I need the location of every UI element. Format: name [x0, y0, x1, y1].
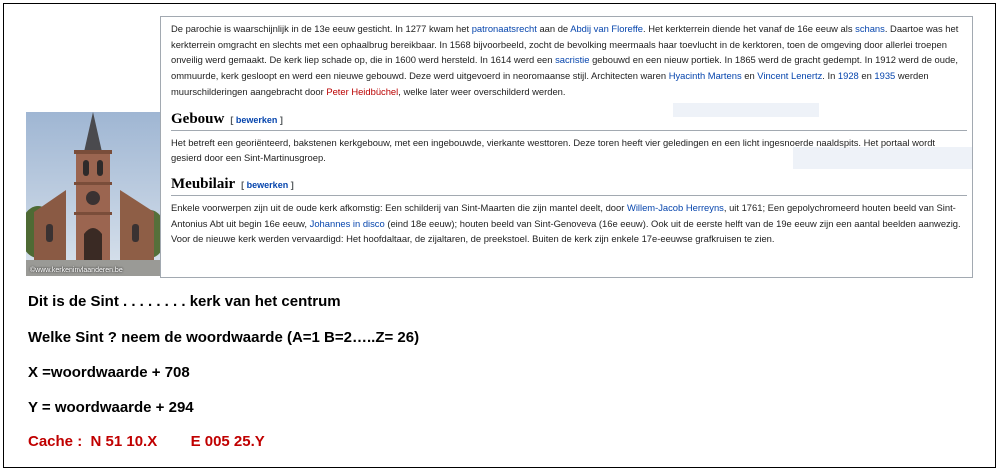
text-run: . Daartoe was het kerkterrein omgracht en slechts met een ophaalbrug bereikbaar. In 1568 bijvoorbeeld, zocht de bevolking meermaals haar toevlucht in de kerktoren, toen de omgeving door allerlei troepen onveilig werd gemaakt. De kerk liep schade op, die in 1600 werd hersteld. In 1614 werd een: [171, 23, 959, 66]
text-run: . Het kerkterrein diende het vanaf de 16e eeuw als: [643, 23, 856, 34]
wiki-link[interactable]: Willem-Jacob Herreyns: [626, 201, 724, 213]
edit-bracket: ]: [277, 114, 283, 125]
text-run: , welke later weer overschilderd werden.: [398, 85, 566, 97]
section-heading-gebouw: [171, 111, 967, 131]
edit-bracket: [: [230, 114, 236, 125]
wiki-link[interactable]: Abdij van Floreffe: [570, 23, 644, 34]
puzzle-line-1: Dit is de Sint . . . . . . . . kerk van het centrum: [28, 293, 341, 310]
intro-paragraph: [171, 21, 967, 100]
text-run: (eind 18e eeuw); houten beeld van Sint-Genoveva (16e eeuw). Ook uit de eerste helft van de 19e eeuw zijn een aantal beelden aanwezig. Voor de nieuwe kerk werden vervaardigd: Het hoofdaltaar, de zijaltaren, de preekstoel. Buiten de kerk zijn enkele 17e-eeuwse grafkruisen te zien.: [171, 217, 961, 245]
gebouw-paragraph: Het betreft een georiënteerd, bakstenen kerkgebouw, met een ingebouwde, vierkante westtoren. Deze toren heeft vier geledingen en een licht ingesnoerde naaldspits. Het portaal wordt gesierd door een Sint-Martinusgroep.: [171, 136, 936, 164]
wiki-link[interactable]: Johannes in disco: [309, 217, 385, 229]
text-run: en: [741, 70, 758, 82]
heading-text: Gebouw: [171, 110, 225, 127]
wiki-link[interactable]: 1935: [874, 70, 896, 82]
text-run: De parochie is waarschijnlijk in de 13e eeuw gesticht. In 1277 kwam het: [171, 23, 472, 34]
edit-link[interactable]: bewerken: [246, 179, 289, 190]
text-run: aan de: [536, 23, 571, 34]
photo-watermark: ©www.kerkeninvlaanderen.be: [30, 267, 123, 274]
text-run: . In: [822, 70, 838, 82]
section-heading-meubilair: [171, 176, 967, 196]
puzzle-line-4: Y = woordwaarde + 294: [28, 399, 194, 416]
wiki-excerpt: [160, 16, 973, 278]
heading-text: Meubilair: [171, 175, 236, 192]
edit-bracket: [: [241, 179, 247, 190]
wiki-link[interactable]: sacristie: [555, 54, 590, 66]
church-photo: [26, 112, 160, 276]
meubilair-paragraph: [171, 200, 967, 247]
text-run: Enkele voorwerpen zijn uit de oude kerk afkomstig: Een schilderij van Sint-Maarten die zijn mantel deelt, door: [171, 201, 627, 213]
text-run: , uit 1761; Een gepolychromeerd houten beeld van Sint-Antonius Abt uit begin 16e eeuw,: [171, 201, 956, 229]
wiki-link[interactable]: Hyacinth Martens: [668, 70, 742, 82]
text-run: gebouwd en een nieuw portiek. In 1865 werd de gracht gedempt. In 1912 werd de oude, ommuurde, kerk gesloopt en werd een nieuwe gebouwd. Deze werd uitgevoerd in neoromaanse stijl. Architecten waren: [171, 54, 958, 82]
puzzle-line-2: Welke Sint ? neem de woordwaarde (A=1 B=2…..Z= 26): [28, 329, 420, 346]
text-run: werden muurschilderingen aangebracht door: [171, 70, 929, 97]
wiki-link[interactable]: Peter Heidbüchel: [326, 85, 399, 97]
wiki-link[interactable]: schans: [855, 23, 885, 34]
wiki-link[interactable]: Vincent Lenertz: [757, 70, 823, 82]
edit-link-wrapper: [230, 115, 283, 125]
wiki-link[interactable]: patronaatsrecht: [471, 23, 537, 34]
wiki-link[interactable]: 1928: [837, 70, 859, 82]
edit-bracket: ]: [288, 179, 294, 190]
edit-link-wrapper: [241, 180, 294, 190]
text-run: en: [858, 70, 875, 82]
puzzle-line-3: X =woordwaarde + 708: [28, 364, 190, 381]
cache-coordinates: Cache : N 51 10.X E 005 25.Y: [28, 433, 265, 450]
edit-link[interactable]: bewerken: [235, 114, 278, 125]
